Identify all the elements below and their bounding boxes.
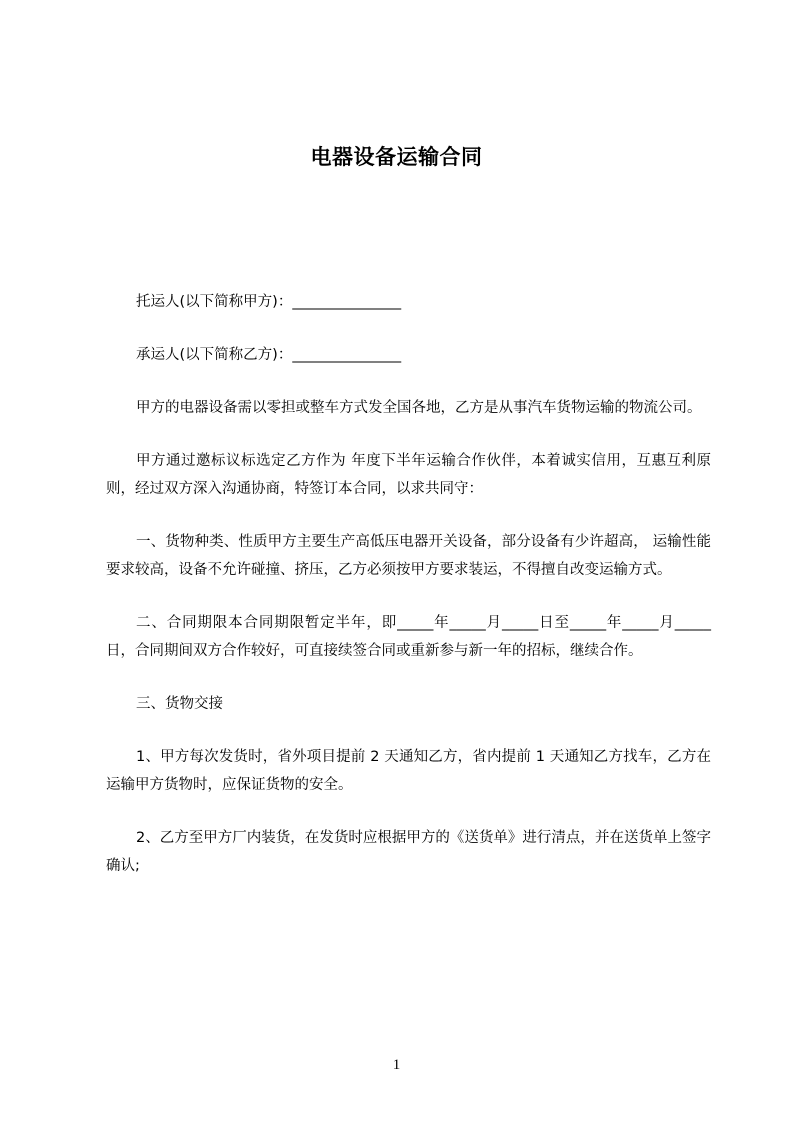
clause-1-goods-type: 一、货物种类、性质甲方主要生产高低压电器开关设备，部分设备有少许超高， 运输性能要求较高，设备不允许碰撞、挤压，乙方必须按甲方要求装运，不得擅自改变运输方式。 [106, 534, 711, 578]
clause-2-contract-term: 二、合同期限本合同期限暂定半年，即_____年_____月_____日至_____年_____月_____日，合同期间双方合作较好，可直接续签合同或重新参与新一年的招标，继续合作。 [106, 615, 711, 659]
shipper-line: 托运人(以下简称甲方)：_______________ [136, 294, 402, 310]
document-body [106, 288, 711, 905]
clause-3-item-1: 1、甲方每次发货时，省外项目提前 2 天通知乙方，省内提前 1 天通知乙方找车，乙方在运输甲方货物时，应保证货物的安全。 [106, 749, 711, 793]
page-number: 1 [392, 1057, 401, 1073]
document-title: 电器设备运输合同 [310, 145, 483, 169]
paragraph-background: 甲方的电器设备需以零担或整车方式发全国各地，乙方是从事汽车货物运输的物流公司。 [136, 400, 702, 416]
carrier-line: 承运人(以下简称乙方)：_______________ [136, 347, 402, 363]
paragraph-agreement: 甲方通过邀标议标选定乙方作为 年度下半年运输合作伙伴，本着诚实信用，互惠互利原则，经过双方深入沟通协商，特签订本合同，以求共同守： [106, 453, 711, 497]
clause-3-item-2: 2、乙方至甲方厂内装货，在发货时应根据甲方的《送货单》进行清点，并在送货单上签字确认; [106, 830, 711, 874]
clause-3-heading: 三、货物交接 [136, 696, 223, 712]
